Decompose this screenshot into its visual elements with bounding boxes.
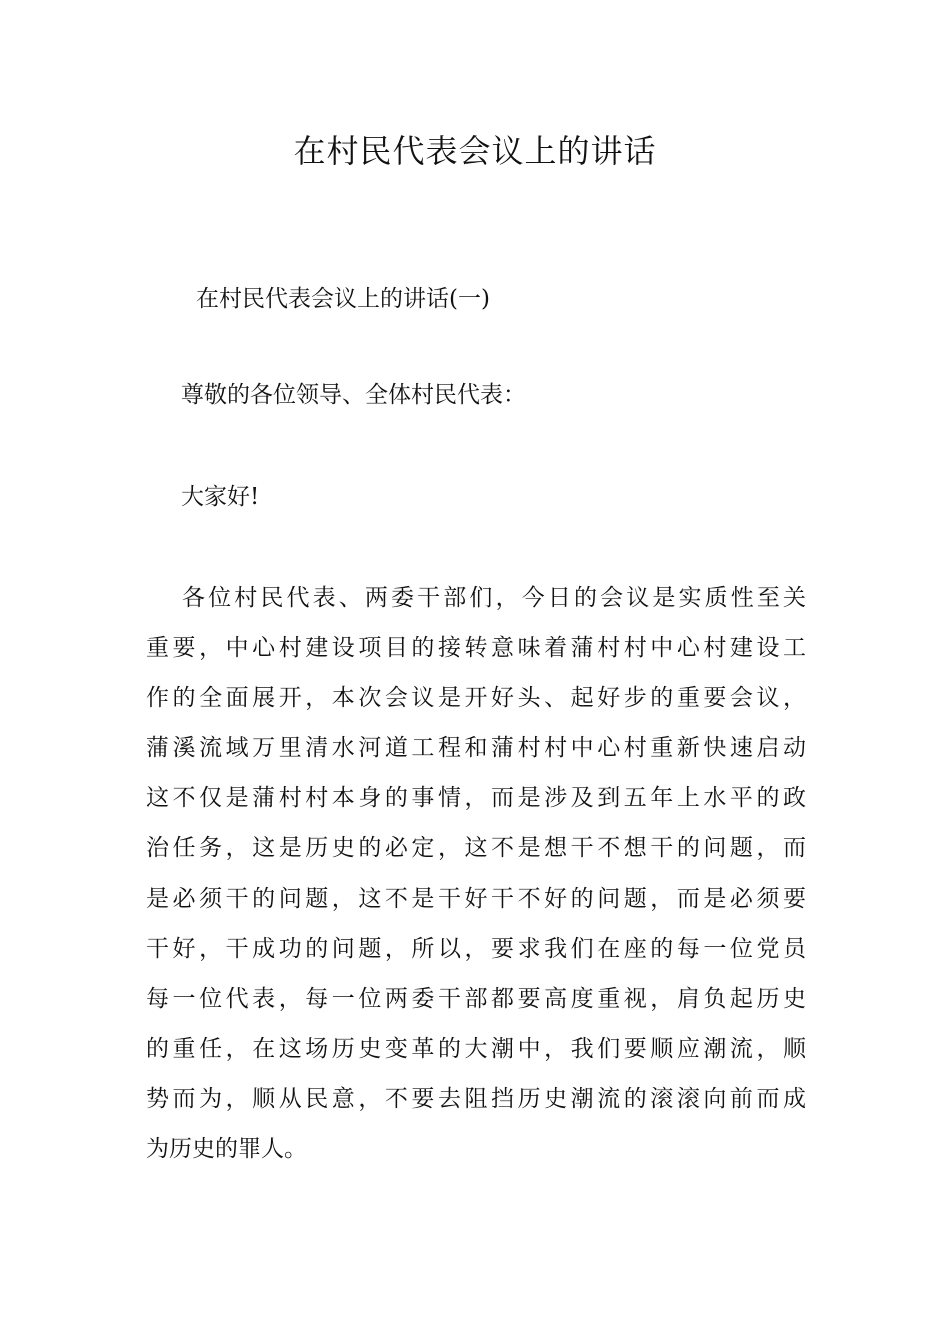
document-title: 在村民代表会议上的讲话 [293,132,657,170]
paragraph-line: 这不仅是蒲村村本身的事情，而是涉及到五年上水平的政 [146,785,806,812]
paragraph-line: 治任务，这是历史的必定，这不是想干不想干的问题，而 [146,835,806,862]
paragraph-line: 是必须干的问题，这不是干好干不好的问题，而是必须要 [146,885,806,912]
paragraph-line: 每一位代表，每一位两委干部都要高度重视，肩负起历史 [146,985,806,1012]
salutation-line: 尊敬的各位领导、全体村民代表： [181,382,526,408]
paragraph-line: 干好，干成功的问题，所以，要求我们在座的每一位党员 [146,935,806,962]
paragraph-line: 作的全面展开，本次会议是开好头、起好步的重要会议， [146,685,806,712]
paragraph-line: 势而为，顺从民意，不要去阻挡历史潮流的滚滚向前而成 [146,1085,806,1112]
paragraph-line: 蒲溪流域万里清水河道工程和蒲村村中心村重新快速启动 [146,735,806,762]
paragraph-line: 为历史的罪人。 [146,1136,307,1163]
document-subtitle: 在村民代表会议上的讲话(一) [196,286,490,312]
paragraph-line: 各位村民代表、两委干部们，今日的会议是实质性至关 [182,585,806,611]
paragraph-line: 的重任，在这场历史变革的大潮中，我们要顺应潮流，顺 [146,1035,806,1062]
greeting-line: 大家好! [181,484,260,510]
body-paragraph [146,578,806,1179]
paragraph-line: 重要，中心村建设项目的接转意味着蒲村村中心村建设工 [146,635,806,662]
